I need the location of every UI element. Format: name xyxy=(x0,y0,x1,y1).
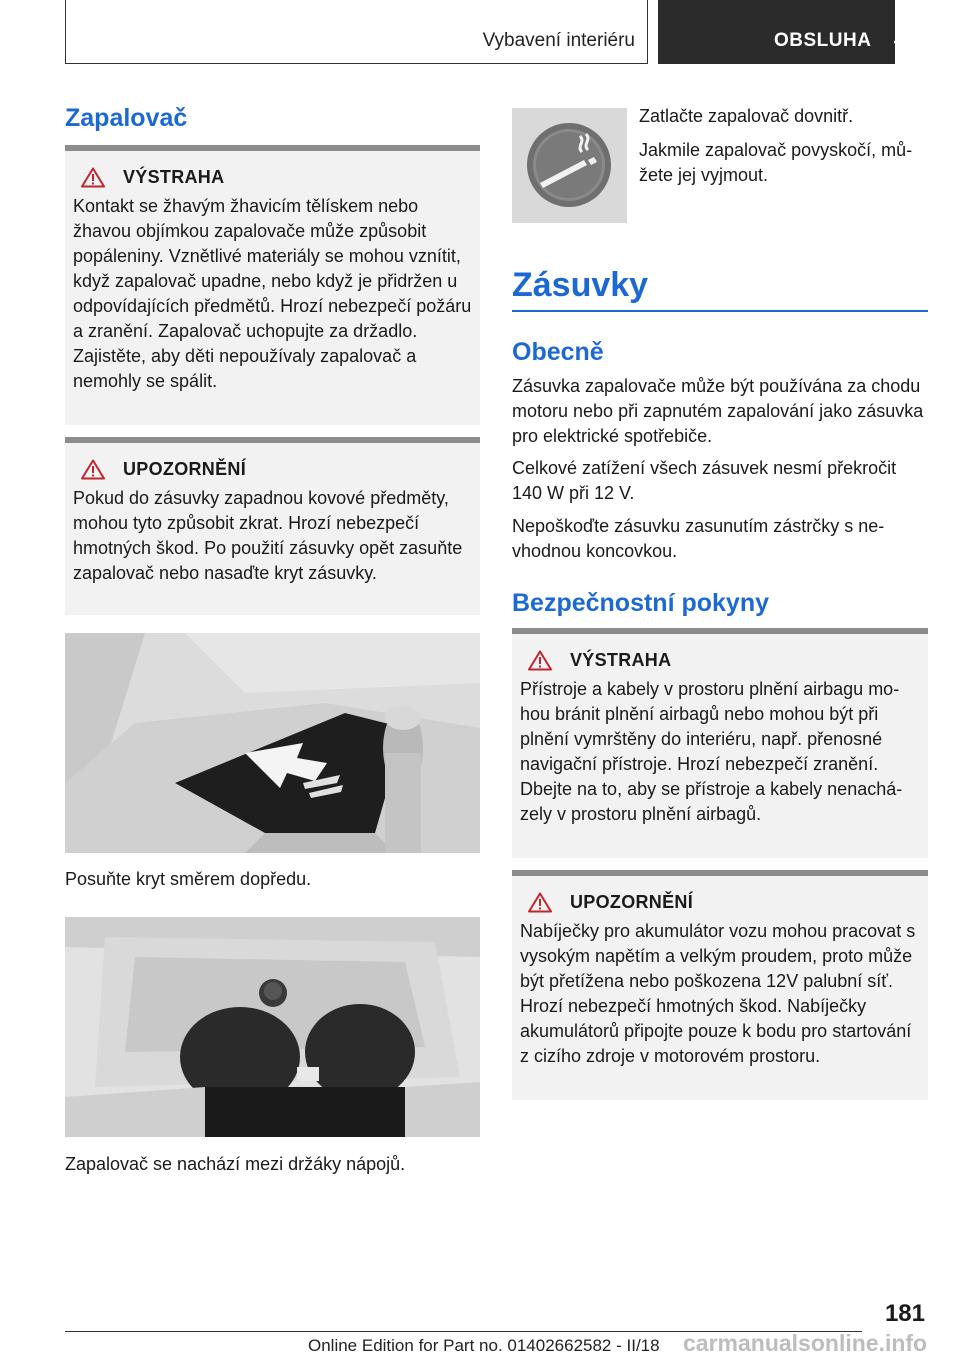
header-section-tab xyxy=(65,0,648,64)
notice-title-row xyxy=(528,892,920,913)
lighter-instruction-1: Zatlačte zapalovač dovnitř. xyxy=(639,106,854,126)
warning-box-lighter xyxy=(65,145,480,425)
notice-box-socket xyxy=(65,437,480,615)
warning-title: VÝSTRAHA xyxy=(123,167,225,187)
sockets-heading: Zásuvky xyxy=(512,266,649,304)
warning-text: Přístroje a kabely v prostoru plnění airbagu mohou bránit plnění airbagů nebo mohou být při plnění vymrštěny do interiéru, např. přenosné navigační přístroje. Hrozí nebezpečí zranění. Dbejte na to, aby se přístroje a kabely nenacházely v prostoru plnění airbagů. xyxy=(520,679,903,824)
caption-lighter-location: Zapalovač se nachází mezi držáky nápojů. xyxy=(65,1154,406,1174)
cupholder-illustration xyxy=(65,917,480,1137)
footer-watermark: carmanualsonline.info xyxy=(683,1330,928,1356)
cover-slide-image xyxy=(65,633,480,853)
warning-triangle-icon xyxy=(81,167,105,188)
warning-triangle-icon xyxy=(81,459,105,480)
warning-box-airbag xyxy=(512,628,928,858)
warning-title: VÝSTRAHA xyxy=(570,650,672,670)
notice-text: Pokud do zásuvky zapadnou kovové předměty, mohou tyto způsobit zkrat. Hrozí nebezpečí hmotných škod. Po použití zásuvky opět zasuňte zapalovač nebo nasaďte kryt zásuvky. xyxy=(73,488,463,583)
console-cover-illustration xyxy=(65,633,480,853)
page-number: 181 xyxy=(884,1300,925,1327)
notice-box-charger xyxy=(512,870,928,1100)
heading-rule xyxy=(512,310,928,312)
warning-title-row xyxy=(528,650,920,671)
general-subheading: Obecně xyxy=(512,338,604,366)
notice-title-row xyxy=(81,459,472,480)
general-paragraph-1: Zásuvka zapalovače může být používána za chodu motoru nebo při zapnutém zapalování jako zásuvka pro elektrické spotřebiče. xyxy=(512,376,924,446)
general-paragraph-3: Nepoškoďte zásuvku zasunutím zástrčky s nevhodnou koncovkou. xyxy=(512,516,885,561)
caption-cover: Posuňte kryt směrem dopředu. xyxy=(65,869,312,889)
lighter-button-illustration xyxy=(512,108,627,223)
header-chapter-tab xyxy=(658,0,895,64)
general-paragraph-2: Celkové zatížení všech zásuvek nesmí překročit 140 W při 12 V. xyxy=(512,458,897,503)
notice-title: UPOZORNĚNÍ xyxy=(123,459,247,479)
safety-subheading: Bezpečnostní pokyny xyxy=(512,589,769,617)
cupholder-image xyxy=(65,917,480,1137)
header-chapter-title: OBSLUHA xyxy=(774,30,872,51)
lighter-image xyxy=(512,108,627,223)
notice-title: UPOZORNĚNÍ xyxy=(570,892,694,912)
footer-edition: Online Edition for Part no. 01402662582 - II/18 xyxy=(308,1336,660,1355)
warning-triangle-icon xyxy=(528,892,552,913)
warning-triangle-icon xyxy=(528,650,552,671)
warning-title-row xyxy=(81,167,472,188)
warning-text: Kontakt se žhavým žhavicím tělískem nebo žhavou objímkou zapalovače může způsobit popáleniny. Vznětlivé materiály se mohou vznítit, když zapalovač upadne, nebo když je přidržen u odpovídajících předmětů. Hrozí nebezpečí požáru a zranění. Zapalovač uchopujte za držadlo. Zajistěte, aby děti nepoužívaly zapalovač a nemohly se spálit. xyxy=(73,196,472,391)
lighter-heading: Zapalovač xyxy=(65,104,188,132)
notice-text: Nabíječky pro akumulátor vozu mohou pracovat s vysokým napětím a velkým proudem, proto může být přetížena nebo poškozena 12V palubní síť. Hrozí nebezpečí hmotných škod. Nabíječky akumulátorů připojte pouze k bodu pro startování z cizího zdroje v motorovém prostoru. xyxy=(520,921,916,1066)
lighter-instruction-2: Jakmile zapalovač povyskočí, můžete jej vyjmout. xyxy=(639,140,913,185)
header-section-title: Vybavení interiéru xyxy=(482,30,635,51)
hand-pointer-icon xyxy=(894,26,916,54)
